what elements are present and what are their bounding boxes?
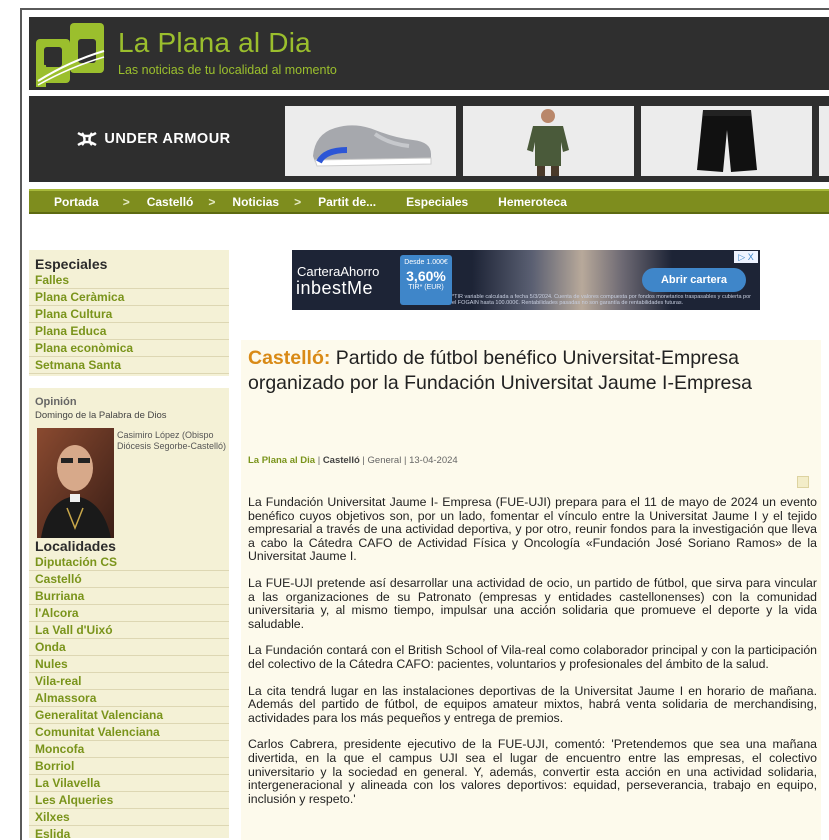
- main-nav: [29, 189, 829, 214]
- site-logo-icon[interactable]: [34, 21, 106, 87]
- ad-rate-value: 3,60%: [406, 268, 446, 284]
- sidebar: [29, 250, 229, 838]
- under-armour-wordmark: UNDER ARMOUR: [104, 131, 231, 147]
- article-category[interactable]: Castelló:: [248, 347, 331, 369]
- article-headline: Partido de fútbol benéfico Universitat-Empresa organizado por la Fundación Universitat Jaume I-Empresa: [248, 347, 753, 394]
- site-header: [29, 17, 829, 90]
- sidebar-link-burriana[interactable]: Burriana: [29, 588, 229, 605]
- byline-city[interactable]: Castelló: [322, 455, 360, 466]
- sidebar-link-almassora[interactable]: Almassora: [29, 690, 229, 707]
- byline-sep: |: [317, 455, 323, 466]
- under-armour-logo[interactable]: [29, 96, 278, 182]
- sidebar-link-vila-real[interactable]: Vila-real: [29, 673, 229, 690]
- sidebar-link-nules[interactable]: Nules: [29, 656, 229, 673]
- nav-hemeroteca[interactable]: Hemeroteca: [498, 194, 567, 209]
- opinion-author: Casimiro López (Obispo Diócesis Segorbe-Castelló): [117, 430, 227, 451]
- sidebar-link-falles[interactable]: Falles: [29, 272, 229, 289]
- article-body: [248, 496, 817, 819]
- ad-rate-box: [400, 255, 452, 305]
- ad-rate-bottom: TIR* (EUR): [408, 284, 444, 291]
- byline-source[interactable]: La Plana al Dia: [248, 455, 316, 466]
- under-armour-mark-icon: [76, 131, 98, 147]
- nav-separator: >: [294, 194, 302, 209]
- sidebar-link-onda[interactable]: Onda: [29, 639, 229, 656]
- sidebar-link-setmana-santa[interactable]: Setmana Santa: [29, 357, 229, 374]
- localidades-heading: Localidades: [35, 538, 116, 554]
- article-paragraph: La Fundación contará con el British School of Vila-real como colaborador principal y con la participación del colectivo de la Cátedra CAFO: pacientes, voluntarios y profesionales del ámbito de la salud.: [248, 643, 817, 671]
- nav-separator: >: [122, 194, 130, 209]
- article-paragraph: Carlos Cabrera, presidente ejecutivo de la FUE-UJI, comentó: 'Pretendemos que sea una mañana divertida, en la que el campus UJI sea el lugar de encuentro entre las empresas, el colectivo universitario y la sociedad en general. Y, además, convertir esta acción en una actividad solidaria, intergeneracional y alineada con los valores deportivos: equidad, perseverancia, trabajo en equipo, inclusión y respeto.': [248, 737, 817, 806]
- article: [241, 340, 821, 840]
- opinion-subtitle[interactable]: Domingo de la Palabra de Dios: [35, 410, 167, 421]
- sidebar-link-moncofa[interactable]: Moncofa: [29, 741, 229, 758]
- sneaker-icon: [285, 106, 456, 176]
- nav-especiales[interactable]: Especiales: [406, 194, 469, 209]
- shorts-icon: [641, 106, 812, 176]
- ad-rate-top: Desde 1.000€: [404, 259, 448, 266]
- nav-portada[interactable]: Portada: [54, 194, 99, 209]
- ad-close-icon[interactable]: ▷ X: [734, 251, 758, 263]
- inbestme-ad[interactable]: [292, 250, 760, 310]
- ad-fine-print: *TIR variable calculada a fecha 5/3/2024. Cuenta de valores compuesta por fondos monetarios traspasables y cubierta por el FOGAIN hasta 100.000€. Rentabilidades pasadas no son garantía de rentabilidades futuras.: [452, 294, 752, 306]
- sidebar-link-plana-educa[interactable]: Plana Educa: [29, 323, 229, 340]
- product-ad-banner[interactable]: [29, 96, 829, 182]
- article-byline: [248, 455, 458, 466]
- nav-partit[interactable]: Partit de...: [318, 194, 377, 209]
- nav-noticias[interactable]: Noticias: [232, 194, 280, 209]
- sidebar-link-comunitat-valenciana[interactable]: Comunitat Valenciana: [29, 724, 229, 741]
- sidebar-link-alcora[interactable]: l'Alcora: [29, 605, 229, 622]
- product-shorts[interactable]: [641, 106, 812, 176]
- sidebar-opinion[interactable]: [29, 388, 229, 538]
- site-title[interactable]: La Plana al Dia: [118, 27, 311, 58]
- sidebar-link-castello[interactable]: Castelló: [29, 571, 229, 588]
- ad-cartera-ahorro: CarteraAhorro: [297, 264, 380, 279]
- sidebar-link-eslida[interactable]: Eslida: [29, 826, 229, 840]
- especiales-heading: Especiales: [35, 256, 108, 272]
- byline-section: General: [367, 455, 402, 466]
- sidebar-link-les-alqueries[interactable]: Les Alqueries: [29, 792, 229, 809]
- sidebar-link-diputacion-cs[interactable]: Diputación CS: [29, 554, 229, 571]
- nav-separator: >: [208, 194, 216, 209]
- product-partial[interactable]: [819, 106, 829, 176]
- author-photo-icon[interactable]: [37, 428, 114, 538]
- sidebar-link-plana-cultura[interactable]: Plana Cultura: [29, 306, 229, 323]
- byline-sep: |: [403, 455, 410, 466]
- sidebar-link-plana-ceramica[interactable]: Plana Ceràmica: [29, 289, 229, 306]
- article-paragraph: La Fundación Universitat Jaume I- Empresa (FUE-UJI) prepara para el 11 de mayo de 2024 un evento benéfico cuyos objetivos son, por un lado, fomentar el vínculo entre la Universitat Jaume I y el tejido empresarial a través de una actividad deportiva, y por otro, reunir fondos para la investigación que lleva a cabo la Cátedra CAFO de Actividad Física y Oncología «Fundación José Soriano Ramos» de la Universitat Jaume I.: [248, 495, 817, 564]
- sidebar-link-borriol[interactable]: Borriol: [29, 758, 229, 775]
- sidebar-link-la-vilavella[interactable]: La Vilavella: [29, 775, 229, 792]
- nav-castello[interactable]: Castelló: [146, 194, 194, 209]
- sidebar-link-plana-economica[interactable]: Plana econòmica: [29, 340, 229, 357]
- sidebar-link-generalitat-valenciana[interactable]: Generalitat Valenciana: [29, 707, 229, 724]
- product-shoe[interactable]: [285, 106, 456, 176]
- article-title: [248, 346, 818, 396]
- sidebar-especiales: [29, 250, 229, 376]
- ad-open-account-button[interactable]: Abrir cartera: [642, 268, 746, 292]
- sidebar-localidades: [29, 538, 229, 838]
- article-paragraph: La cita tendrá lugar en las instalaciones deportivas de la Universitat Jaume I en horario de mañana. Además del partido de fútbol, de equipos amateur mixtos, habrá venta solidaria de merchandising, actividades para los más pequeños y entrega de premios.: [248, 683, 817, 725]
- print-icon[interactable]: [797, 476, 809, 488]
- byline-date: 13-04-2024: [409, 455, 458, 466]
- sidebar-link-vall-duixo[interactable]: La Vall d'Uixó: [29, 622, 229, 639]
- product-tshirt[interactable]: [463, 106, 634, 176]
- article-paragraph: La FUE-UJI pretende así desarrollar una actividad de ocio, un partido de fútbol, que sirva para vincular a las organizaciones de su Patronato (empresas y entidades castellonenses) con la comunidad universitaria y, al mismo tiempo, impulsar una acción solidaria que promueve el deporte y la vida saludable.: [248, 575, 817, 631]
- tshirt-model-icon: [463, 106, 634, 176]
- sidebar-link-xilxes[interactable]: Xilxes: [29, 809, 229, 826]
- ad-inbestme-logo: inbestMe: [296, 278, 374, 298]
- opinion-label: Opinión: [35, 396, 77, 408]
- byline-sep: |: [362, 455, 368, 466]
- site-tagline: Las noticias de tu localidad al momento: [118, 63, 337, 77]
